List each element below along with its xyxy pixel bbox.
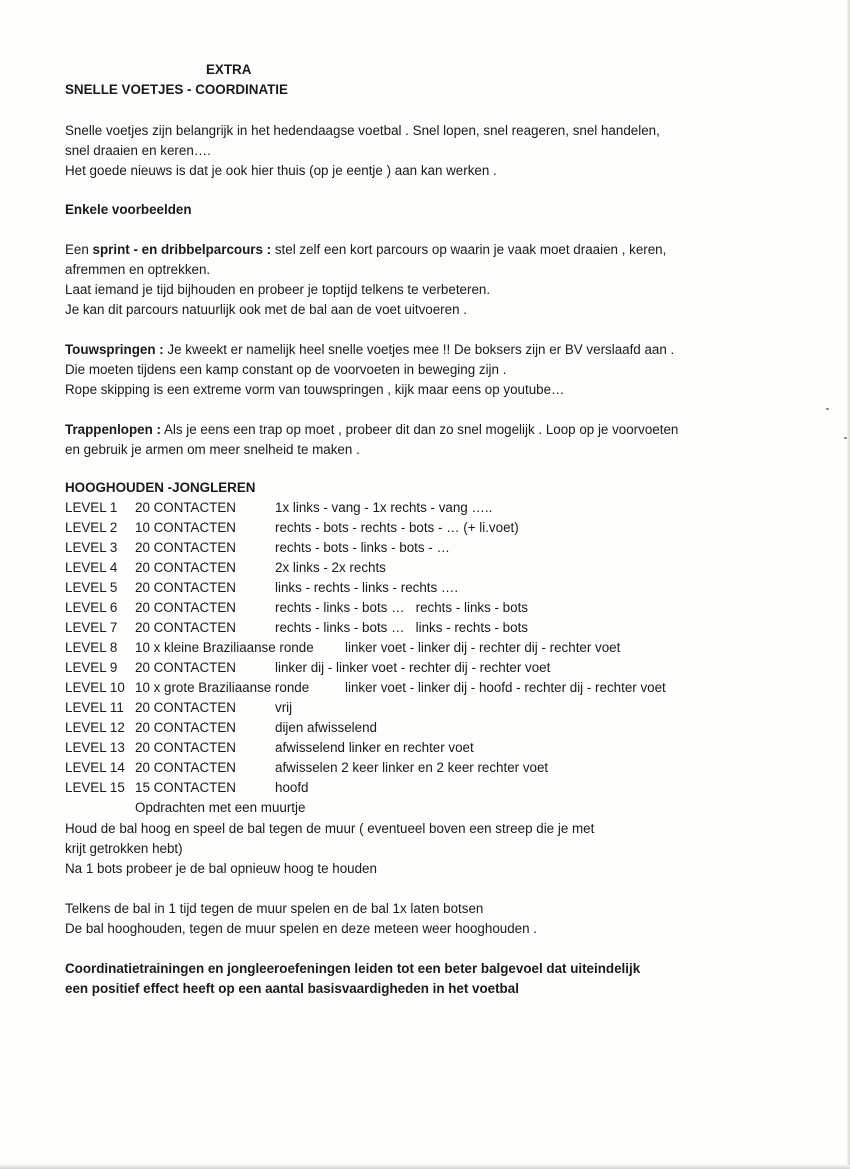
sprint-paragraph-line <box>65 240 666 260</box>
level-label: LEVEL 8 <box>65 640 118 655</box>
rope-paragraph-line: Die moeten tijdens een kamp constant op de voorvoeten in beweging zijn . <box>65 362 507 377</box>
stairs-text: Als je eens een trap op moet , probeer dit dan zo snel mogelijk . Loop op je voorvoeten <box>160 422 679 437</box>
wall-line: De bal hooghouden, tegen de muur spelen en deze meteen weer hooghouden . <box>65 921 538 936</box>
level-description: rechts - links - bots … rechts - links - bots <box>275 600 528 615</box>
level-count: 20 CONTACTEN <box>135 580 236 595</box>
wall-line: Houd de bal hoog en speel de bal tegen de muur ( eventueel boven een streep die je met <box>65 821 595 836</box>
level-count: 20 CONTACTEN <box>135 700 236 715</box>
intro-line: snel draaien en keren…. <box>65 143 211 158</box>
stairs-label: Trappenlopen : <box>65 422 161 437</box>
paper-speck <box>826 408 829 410</box>
level-label: LEVEL 5 <box>65 580 118 595</box>
stairs-paragraph-line <box>65 420 678 440</box>
level-count: 20 CONTACTEN <box>135 660 236 675</box>
level-description: linker voet - linker dij - rechter dij - rechter voet <box>345 640 621 655</box>
level-description: links - rechts - links - rechts …. <box>275 580 459 595</box>
wall-exercises-heading: Opdrachten met een muurtje <box>135 800 306 815</box>
level-description: afwisselen 2 keer linker en 2 keer rechter voet <box>275 760 549 775</box>
level-count: 20 CONTACTEN <box>135 720 236 735</box>
rope-text: Je kweekt er namelijk heel snelle voetjes mee !! De boksers zijn er BV verslaafd aan . <box>163 342 675 357</box>
level-count: 10 x grote Braziliaanse ronde <box>135 680 310 695</box>
rope-paragraph-line: Rope skipping is een extreme vorm van touwspringen , kijk maar eens op youtube… <box>65 382 565 397</box>
level-label: LEVEL 3 <box>65 540 118 555</box>
level-label: LEVEL 4 <box>65 560 118 575</box>
level-label: LEVEL 2 <box>65 520 118 535</box>
level-count: 20 CONTACTEN <box>135 760 236 775</box>
sprint-prefix: Een <box>65 242 93 257</box>
section-heading-examples: Enkele voorbeelden <box>65 202 192 217</box>
rope-paragraph-line <box>65 340 674 360</box>
level-label: LEVEL 15 <box>65 780 125 795</box>
intro-line: Snelle voetjes zijn belangrijk in het hedendaagse voetbal . Snel lopen, snel reageren, snel handelen, <box>65 123 660 138</box>
rope-label: Touwspringen : <box>65 342 164 357</box>
level-description: linker dij - linker voet - rechter dij - rechter voet <box>275 660 551 675</box>
level-description: 2x links - 2x rechts <box>275 560 386 575</box>
level-label: LEVEL 14 <box>65 760 125 775</box>
level-count: 10 CONTACTEN <box>135 520 236 535</box>
level-description: afwisselend linker en rechter voet <box>275 740 474 755</box>
level-label: LEVEL 1 <box>65 500 118 515</box>
level-description: 1x links - vang - 1x rechts - vang ….. <box>275 500 493 515</box>
section-heading-juggling: HOOGHOUDEN -JONGLEREN <box>65 480 256 495</box>
level-count: 20 CONTACTEN <box>135 500 236 515</box>
level-count: 10 x kleine Braziliaanse ronde <box>135 640 314 655</box>
level-description: linker voet - linker dij - hoofd - rechter dij - rechter voet <box>345 680 666 695</box>
conclusion-line: Coordinatietrainingen en jongleeroefeningen leiden tot een beter balgevoel dat uiteindelijk <box>65 961 641 976</box>
level-label: LEVEL 6 <box>65 600 118 615</box>
level-description: vrij <box>275 700 293 715</box>
paper-speck <box>844 437 847 439</box>
conclusion-line: een positief effect heeft op een aantal basisvaardigheden in het voetbal <box>65 981 519 996</box>
sprint-paragraph-line: Laat iemand je tijd bijhouden en probeer je toptijd telkens te verbeteren. <box>65 282 491 297</box>
level-count: 20 CONTACTEN <box>135 560 236 575</box>
level-label: LEVEL 7 <box>65 620 118 635</box>
level-count: 20 CONTACTEN <box>135 620 236 635</box>
level-label: LEVEL 13 <box>65 740 125 755</box>
level-count: 20 CONTACTEN <box>135 600 236 615</box>
page-edge-bottom <box>0 1165 850 1169</box>
level-description: hoofd <box>275 780 309 795</box>
level-count: 20 CONTACTEN <box>135 740 236 755</box>
level-count: 20 CONTACTEN <box>135 540 236 555</box>
sprint-paragraph-line: afremmen en optrekken. <box>65 262 211 277</box>
level-description: rechts - links - bots … links - rechts - bots <box>275 620 528 635</box>
wall-line: Na 1 bots probeer je de bal opnieuw hoog te houden <box>65 861 377 876</box>
wall-line: krijt getrokken hebt) <box>65 841 183 856</box>
level-description: rechts - bots - rechts - bots - … (+ li.voet) <box>275 520 519 535</box>
level-label: LEVEL 9 <box>65 660 118 675</box>
sprint-label: sprint - en dribbelparcours : <box>92 242 272 257</box>
level-description: dijen afwisselend <box>275 720 377 735</box>
level-count: 15 CONTACTEN <box>135 780 236 795</box>
level-description: rechts - bots - links - bots - … <box>275 540 450 555</box>
level-label: LEVEL 11 <box>65 700 124 715</box>
sprint-text: stel zelf een kort parcours op waarin je vaak moet draaien , keren, <box>271 242 667 257</box>
level-label: LEVEL 12 <box>65 720 125 735</box>
extra-label: EXTRA <box>206 62 252 77</box>
sprint-paragraph-line: Je kan dit parcours natuurlijk ook met de bal aan de voet uitvoeren . <box>65 302 467 317</box>
wall-line: Telkens de bal in 1 tijd tegen de muur spelen en de bal 1x laten botsen <box>65 901 484 916</box>
level-label: LEVEL 10 <box>65 680 125 695</box>
intro-line: Het goede nieuws is dat je ook hier thuis (op je eentje ) aan kan werken . <box>65 163 497 178</box>
stairs-paragraph-line: en gebruik je armen om meer snelheid te maken . <box>65 442 360 457</box>
page-title: SNELLE VOETJES - COORDINATIE <box>65 82 288 97</box>
